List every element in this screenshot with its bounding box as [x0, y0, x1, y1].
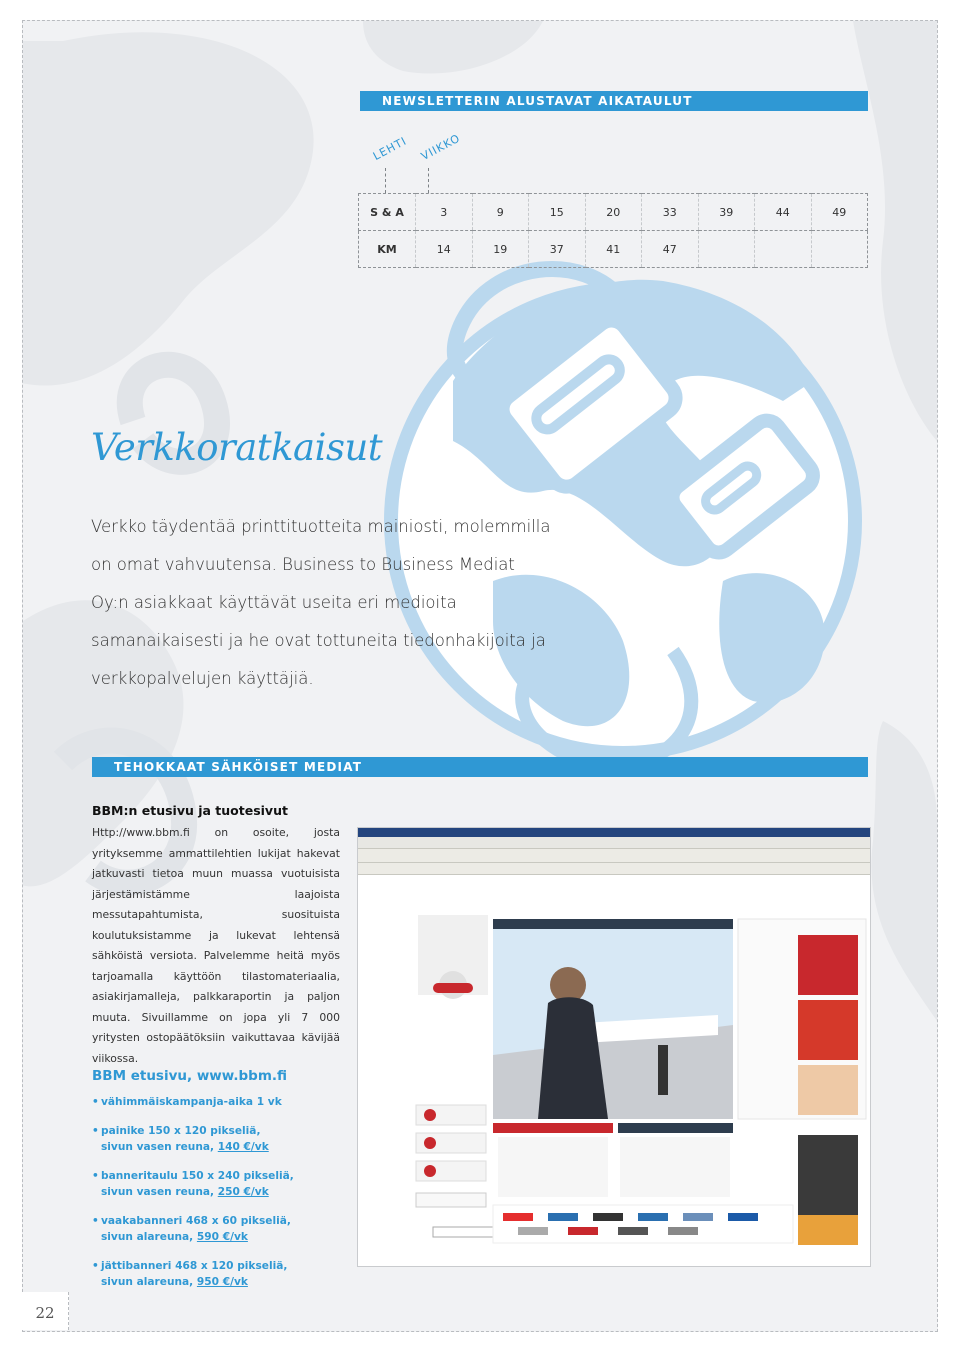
newsletter-heading: NEWSLETTERIN ALUSTAVAT AIKATAULUT [360, 91, 868, 111]
price-value: 140 €/vk [217, 1141, 269, 1153]
media-subheading: BBM:n etusivu ja tuotesivut [92, 803, 288, 818]
price-item-line1: jättibanneri 468 x 120 pikseliä, [101, 1260, 288, 1272]
price-item-line2: sivun vasen reuna, [101, 1141, 218, 1153]
schedule-week-cell [755, 231, 812, 268]
price-value: 950 €/vk [196, 1276, 248, 1288]
cloud-shape-top [363, 21, 543, 74]
schedule-week-cell: 19 [472, 231, 529, 268]
schedule-week-cell: 9 [472, 194, 529, 231]
schedule-row-name: S & A [359, 194, 416, 231]
intro-text: Verkko täydentää printtituotteita mainiosti, molemmilla on omat vahvuutensa. Business to Business Mediat Oy:n asiakkaat käyttävät useita eri medioita samanaikaisesti ja he ovat tottuneita tiedonhakijoita ja verkkopalvelujen käyttäjiä. [91, 517, 551, 688]
price-item-line2: sivun alareuna, [101, 1276, 197, 1288]
schedule-row [359, 231, 868, 268]
schedule-week-cell: 3 [416, 194, 473, 231]
price-item-text: vähimmäiskampanja-aika 1 vk [101, 1096, 282, 1108]
schedule-row-name: KM [359, 231, 416, 268]
schedule-table [358, 193, 868, 268]
price-item-line1: banneritaulu 150 x 240 pikseliä, [101, 1170, 294, 1182]
price-item [92, 1123, 352, 1155]
bbm-heading: BBM etusivu, www.bbm.fi [92, 1068, 288, 1084]
lehti-guide-line [385, 168, 386, 193]
cloud-shape-right-lower [871, 721, 937, 1021]
price-item [92, 1168, 352, 1200]
schedule-week-cell: 14 [416, 231, 473, 268]
schedule-week-cell [698, 231, 755, 268]
website-screenshot-image [358, 828, 870, 1266]
browser-title-bar [358, 828, 870, 837]
lehti-label: LEHTI [370, 134, 410, 163]
schedule-row [359, 194, 868, 231]
schedule-week-cell: 47 [642, 231, 699, 268]
price-item [92, 1213, 352, 1245]
schedule-week-cell: 15 [529, 194, 586, 231]
schedule-week-cell: 33 [642, 194, 699, 231]
schedule-week-cell: 37 [529, 231, 586, 268]
price-item [92, 1258, 352, 1290]
browser-menu-bar [358, 837, 870, 849]
price-value: 250 €/vk [217, 1186, 269, 1198]
schedule-week-cell: 49 [811, 194, 868, 231]
price-value: 590 €/vk [196, 1231, 248, 1243]
schedule-week-cell: 20 [585, 194, 642, 231]
media-body-text: Http://www.bbm.fi on osoite, josta yrityksemme ammattilehtien lukijat hakevat jatkuvasti tietoa muun muassa vuotuisista järjestämistämme laajoista messutapahtumista, suosituista koulutuksistamme ja lukevat lehtensä sähköistä versiota. Palvelemme heitä myös tarjoamalla käyttöön tilastomateriaalia, asiakirjamalleja, palkkaraportin ja paljon muuta. Sivuillamme on jopa yli 7 000 yritysten ostopäätöksiin vaikuttavaa kävijää viikossa. [92, 826, 340, 1065]
viikko-label: VIIKKO [418, 131, 463, 163]
browser-toolbar [358, 849, 870, 863]
price-item-line2: sivun vasen reuna, [101, 1186, 218, 1198]
price-item-line1: vaakabanneri 468 x 60 pikseliä, [101, 1215, 291, 1227]
price-item [92, 1094, 352, 1110]
browser-address-bar [358, 863, 870, 875]
page-number: 22 [22, 1292, 69, 1330]
schedule-week-cell: 39 [698, 194, 755, 231]
schedule-week-cell [811, 231, 868, 268]
viikko-guide-line [428, 168, 429, 193]
price-item-line1: painike 150 x 120 pikseliä, [101, 1125, 261, 1137]
schedule-week-cell: 41 [585, 231, 642, 268]
price-item-line2: sivun alareuna, [101, 1231, 197, 1243]
page-title: Verkkoratkaisut [91, 426, 383, 469]
website-page-preview [358, 875, 870, 1266]
price-list [92, 1094, 352, 1303]
schedule-week-cell: 44 [755, 194, 812, 231]
cloud-shape-top-left [23, 32, 314, 385]
media-heading: TEHOKKAAT SÄHKÖISET MEDIAT [92, 757, 868, 777]
